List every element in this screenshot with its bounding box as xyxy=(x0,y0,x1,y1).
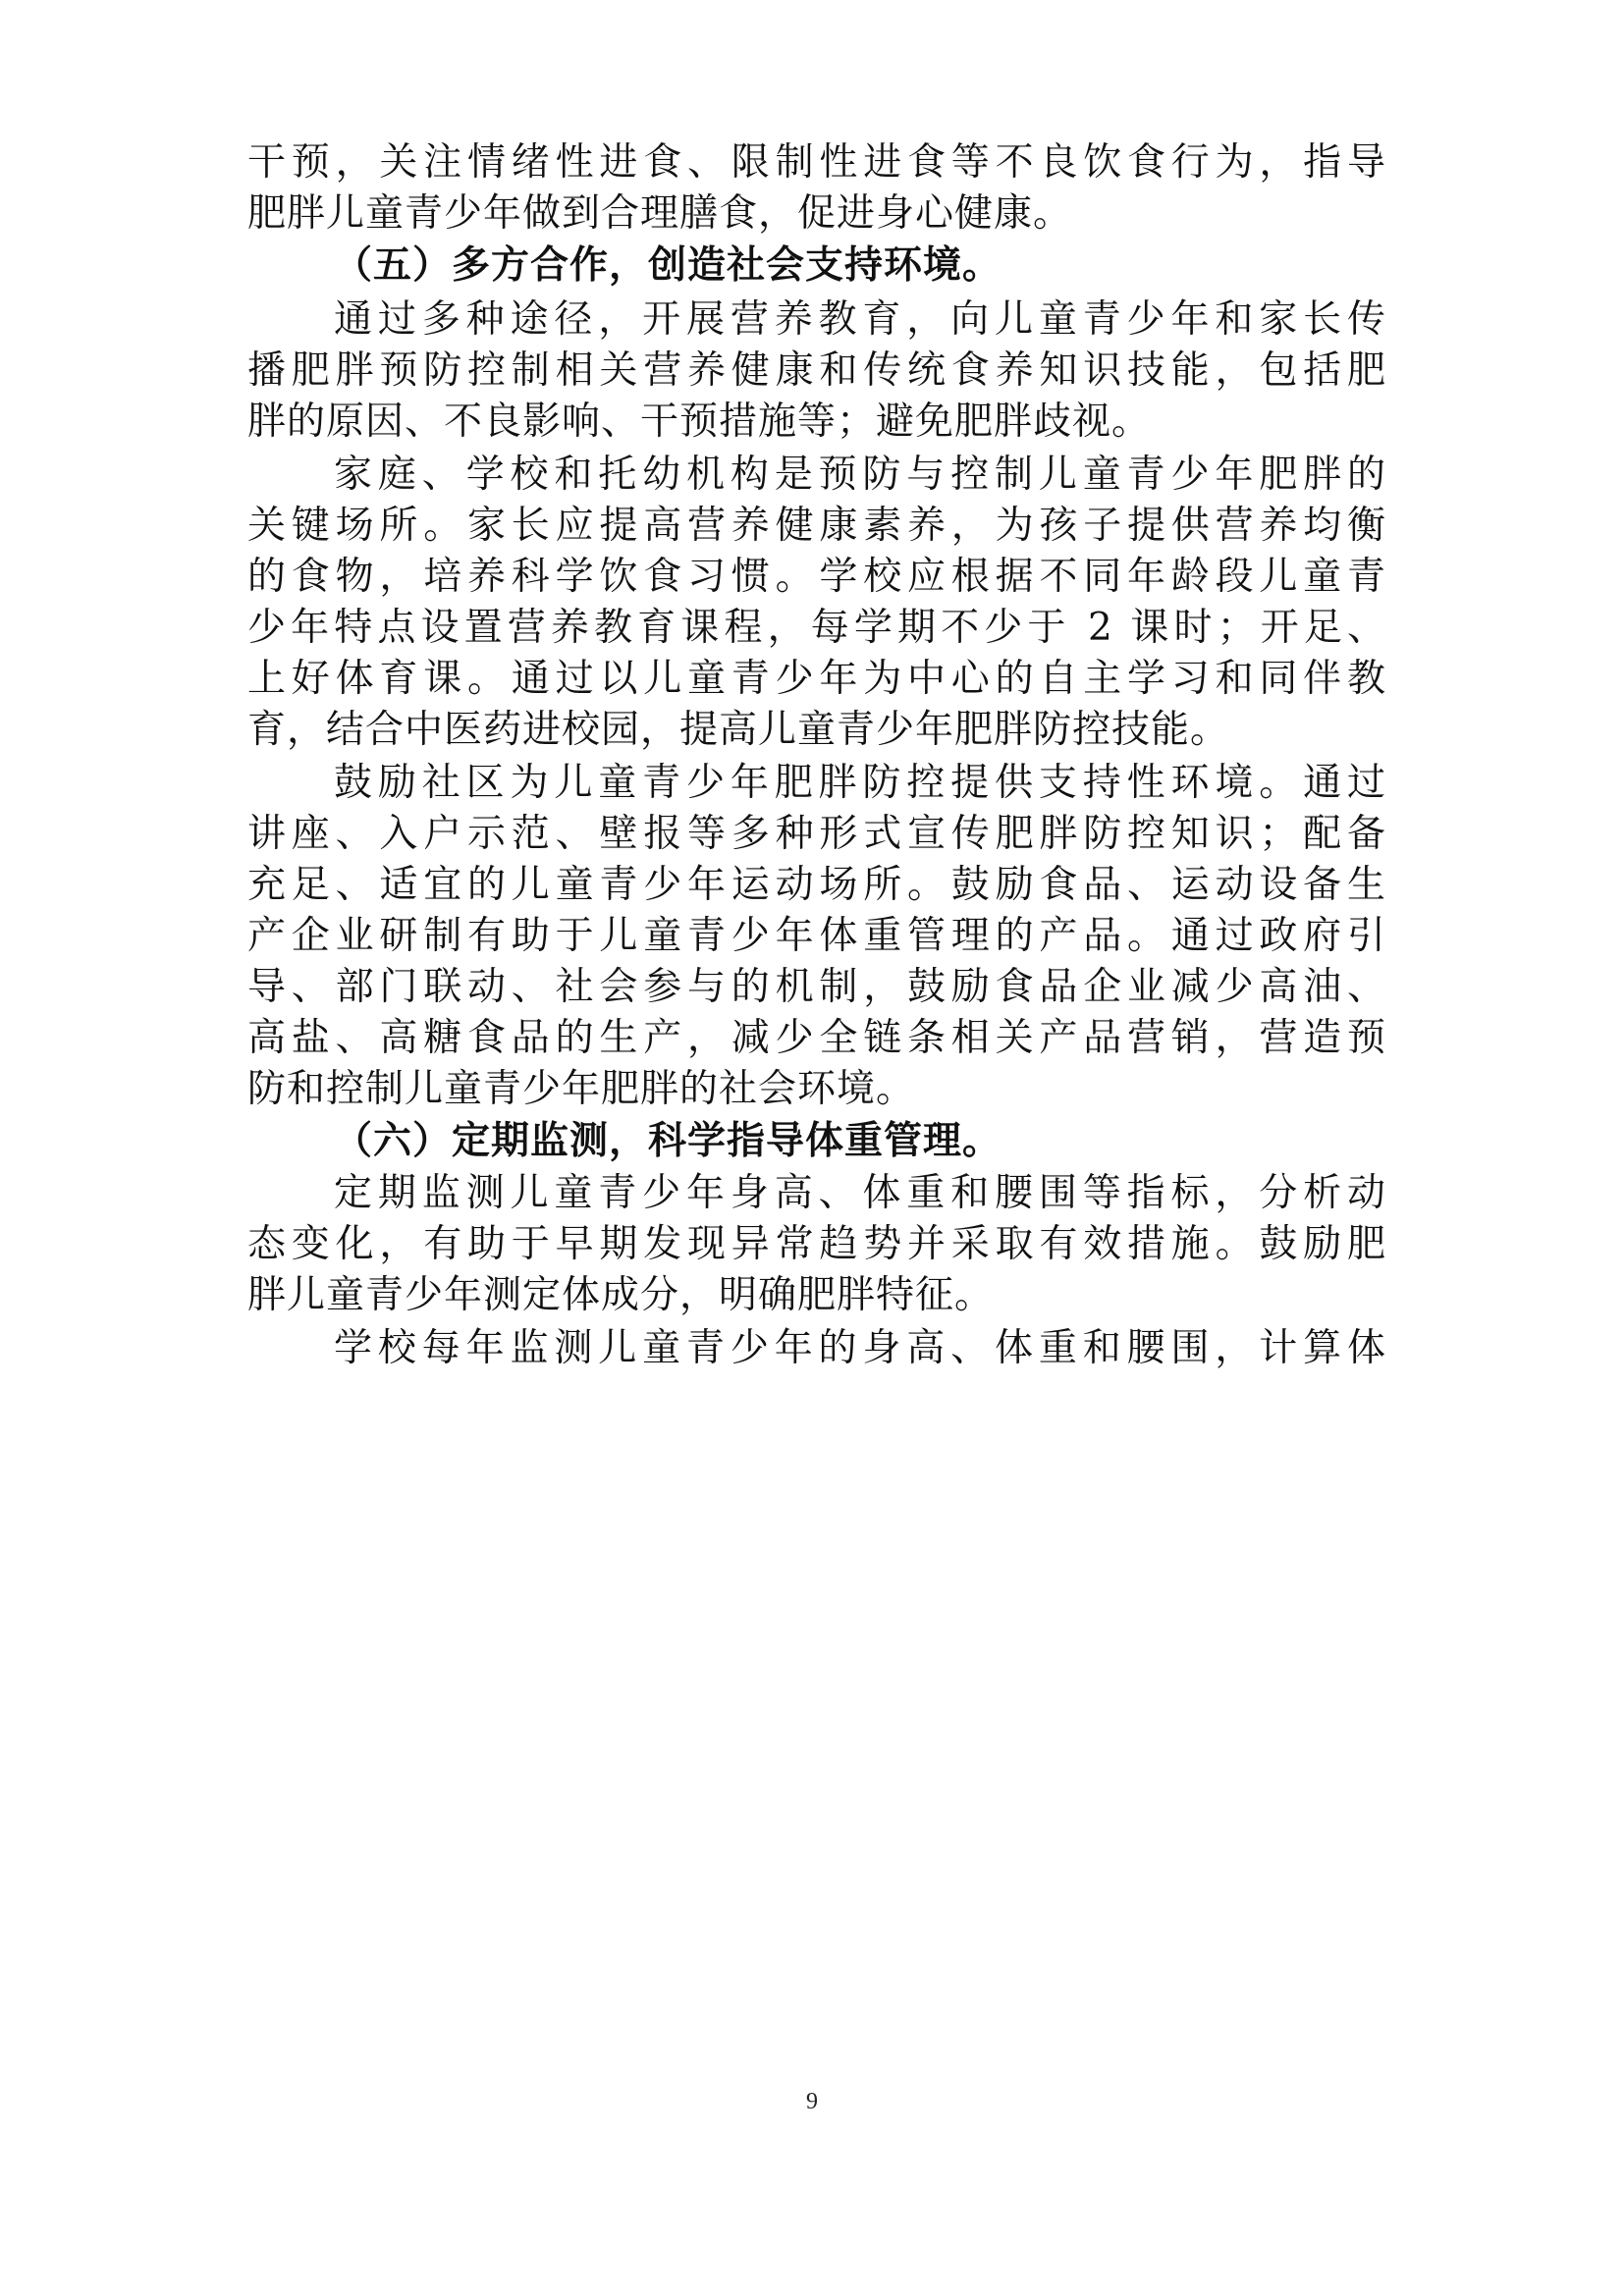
body-text-line: 通过多种途径，开展营养教育，向儿童青少年和家长传 xyxy=(334,297,1386,342)
body-text-line: 讲座、入户示范、壁报等多种形式宣传肥胖防控知识；配备 xyxy=(247,812,1386,856)
body-text-line: 导、部门联动、社会参与的机制，鼓励食品企业减少高油、 xyxy=(247,965,1386,1009)
body-text-line: 家庭、学校和托幼机构是预防与控制儿童青少年肥胖的 xyxy=(334,453,1386,497)
body-text-line: 充足、适宜的儿童青少年运动场所。鼓励食品、运动设备生 xyxy=(247,863,1386,907)
section-heading-6: （六）定期监测，科学指导体重管理。 xyxy=(334,1118,1002,1163)
body-text-line: 高盐、高糖食品的生产，减少全链条相关产品营销，营造预 xyxy=(247,1016,1386,1060)
body-text-line: 态变化，有助于早期发现异常趋势并采取有效措施。鼓励肥 xyxy=(247,1222,1386,1266)
body-text-line: 胖儿童青少年测定体成分，明确肥胖特征。 xyxy=(247,1273,995,1317)
body-text-line: 胖的原因、不良影响、干预措施等；避免肥胖歧视。 xyxy=(247,400,1152,444)
section-heading-5: （五）多方合作，创造社会支持环境。 xyxy=(334,242,1002,288)
body-text-line: 鼓励社区为儿童青少年肥胖防控提供支持性环境。通过 xyxy=(334,761,1386,805)
body-text-line: 防和控制儿童青少年肥胖的社会环境。 xyxy=(247,1067,916,1111)
page-number: 9 xyxy=(806,2089,818,2114)
body-text-line: 干预，关注情绪性进食、限制性进食等不良饮食行为，指导 xyxy=(247,140,1386,185)
body-text-line: 定期监测儿童青少年身高、体重和腰围等指标，分析动 xyxy=(334,1171,1386,1215)
body-text-line: 少年特点设置营养教育课程，每学期不少于 2 课时；开足、 xyxy=(247,606,1386,650)
body-text-line: 关键场所。家长应提高营养健康素养，为孩子提供营养均衡 xyxy=(247,504,1386,548)
body-text-line: 播肥胖预防控制相关营养健康和传统食养知识技能，包括肥 xyxy=(247,348,1386,393)
body-text-line: 学校每年监测儿童青少年的身高、体重和腰围，计算体 xyxy=(334,1326,1386,1370)
body-text-line: 肥胖儿童青少年做到合理膳食，促进身心健康。 xyxy=(247,191,1073,236)
body-text-line: 育，结合中医药进校园，提高儿童青少年肥胖防控技能。 xyxy=(247,708,1230,752)
body-text-line: 的食物，培养科学饮食习惯。学校应根据不同年龄段儿童青 xyxy=(247,555,1386,599)
body-text-line: 产企业研制有助于儿童青少年体重管理的产品。通过政府引 xyxy=(247,914,1386,958)
body-text-line: 上好体育课。通过以儿童青少年为中心的自主学习和同伴教 xyxy=(247,657,1386,701)
